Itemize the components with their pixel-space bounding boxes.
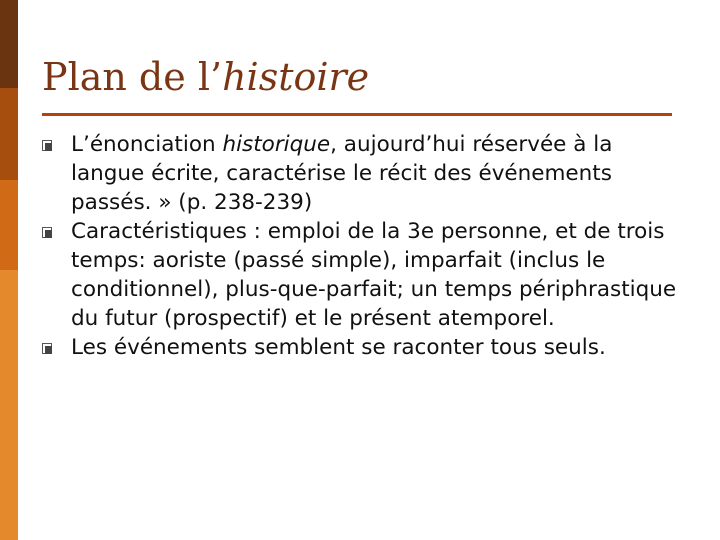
- sidebar-accent: [0, 0, 18, 540]
- slide-title-plain: Plan de l’: [42, 55, 223, 99]
- bullet-text-start: L’énonciation: [71, 132, 223, 157]
- square-bullet-icon: [42, 227, 52, 238]
- bullet-item: [42, 217, 682, 333]
- bullet-item: [42, 130, 682, 217]
- title-underline: [42, 113, 672, 116]
- slide-title-italic: histoire: [222, 55, 370, 99]
- slide-title: [42, 55, 370, 99]
- bullet-item: [42, 333, 682, 362]
- bullet-text: Les événements semblent se raconter tous seuls.: [71, 335, 606, 360]
- sidebar-segment: [0, 0, 18, 88]
- square-bullet-icon: [42, 343, 52, 354]
- bullet-text: Caractéristiques : emploi de la 3e personne, et de trois temps: aoriste (passé simple), imparfait (inclus le conditionnel), plus-que-parfait; un temps périphrastique du futur (prospectif) et le présent atemporel.: [71, 219, 677, 331]
- sidebar-segment: [0, 270, 18, 540]
- sidebar-segment: [0, 180, 18, 270]
- square-bullet-icon: [42, 140, 52, 151]
- bullet-text-end: , aujourd’hui réservée à la langue écrite, caractérise le récit des événements passés. » (p. 238-239): [71, 132, 613, 215]
- bullet-text-italic: historique: [222, 132, 331, 157]
- bullet-list: [42, 130, 682, 362]
- sidebar-segment: [0, 88, 18, 180]
